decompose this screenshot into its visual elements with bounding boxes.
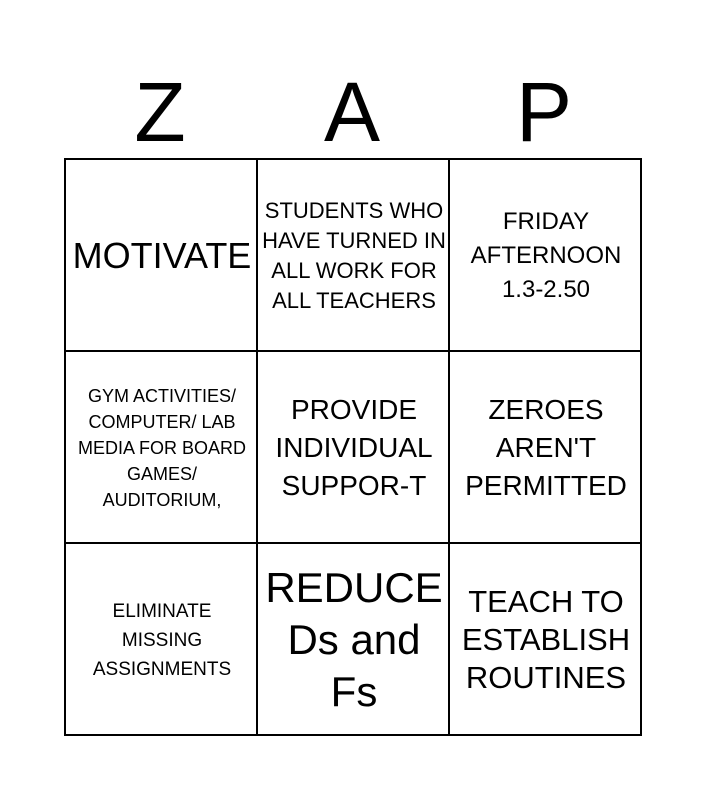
header-letter-p: P <box>515 65 573 159</box>
header-letter-a: A <box>323 65 381 159</box>
bingo-cell[interactable] <box>66 352 258 544</box>
cell-text: STUDENTS WHO HAVE TURNED IN ALL WORK FOR ALL TEACHERS <box>262 198 446 313</box>
bingo-cell[interactable] <box>66 544 258 736</box>
bingo-cell[interactable] <box>450 352 642 544</box>
bingo-cell[interactable] <box>258 544 450 736</box>
header-letter-z: Z <box>134 65 186 159</box>
cell-text: PROVIDE INDIVIDUAL SUPPOR-T <box>275 394 433 501</box>
bingo-cell[interactable] <box>258 160 450 352</box>
cell-text: FRIDAY AFTERNOON 1.3-2.50 <box>470 208 622 303</box>
bingo-board <box>64 158 642 736</box>
cell-text: ZEROES AREN'T PERMITTED <box>465 394 627 501</box>
cell-text: ELIMINATE MISSING ASSIGNMENTS <box>92 600 232 680</box>
cell-text: GYM ACTIVITIES/ COMPUTER/ LAB MEDIA FOR BOARD GAMES/ AUDITORIUM, <box>77 386 247 510</box>
cell-text: REDUCE Ds and Fs <box>265 564 443 715</box>
bingo-header <box>64 64 640 160</box>
cell-text: MOTIVATE <box>72 235 252 276</box>
bingo-cell[interactable] <box>66 160 258 352</box>
bingo-cell[interactable] <box>450 544 642 736</box>
bingo-cell[interactable] <box>450 160 642 352</box>
bingo-cell[interactable] <box>258 352 450 544</box>
cell-text: TEACH TO ESTABLISH ROUTINES <box>461 584 631 695</box>
